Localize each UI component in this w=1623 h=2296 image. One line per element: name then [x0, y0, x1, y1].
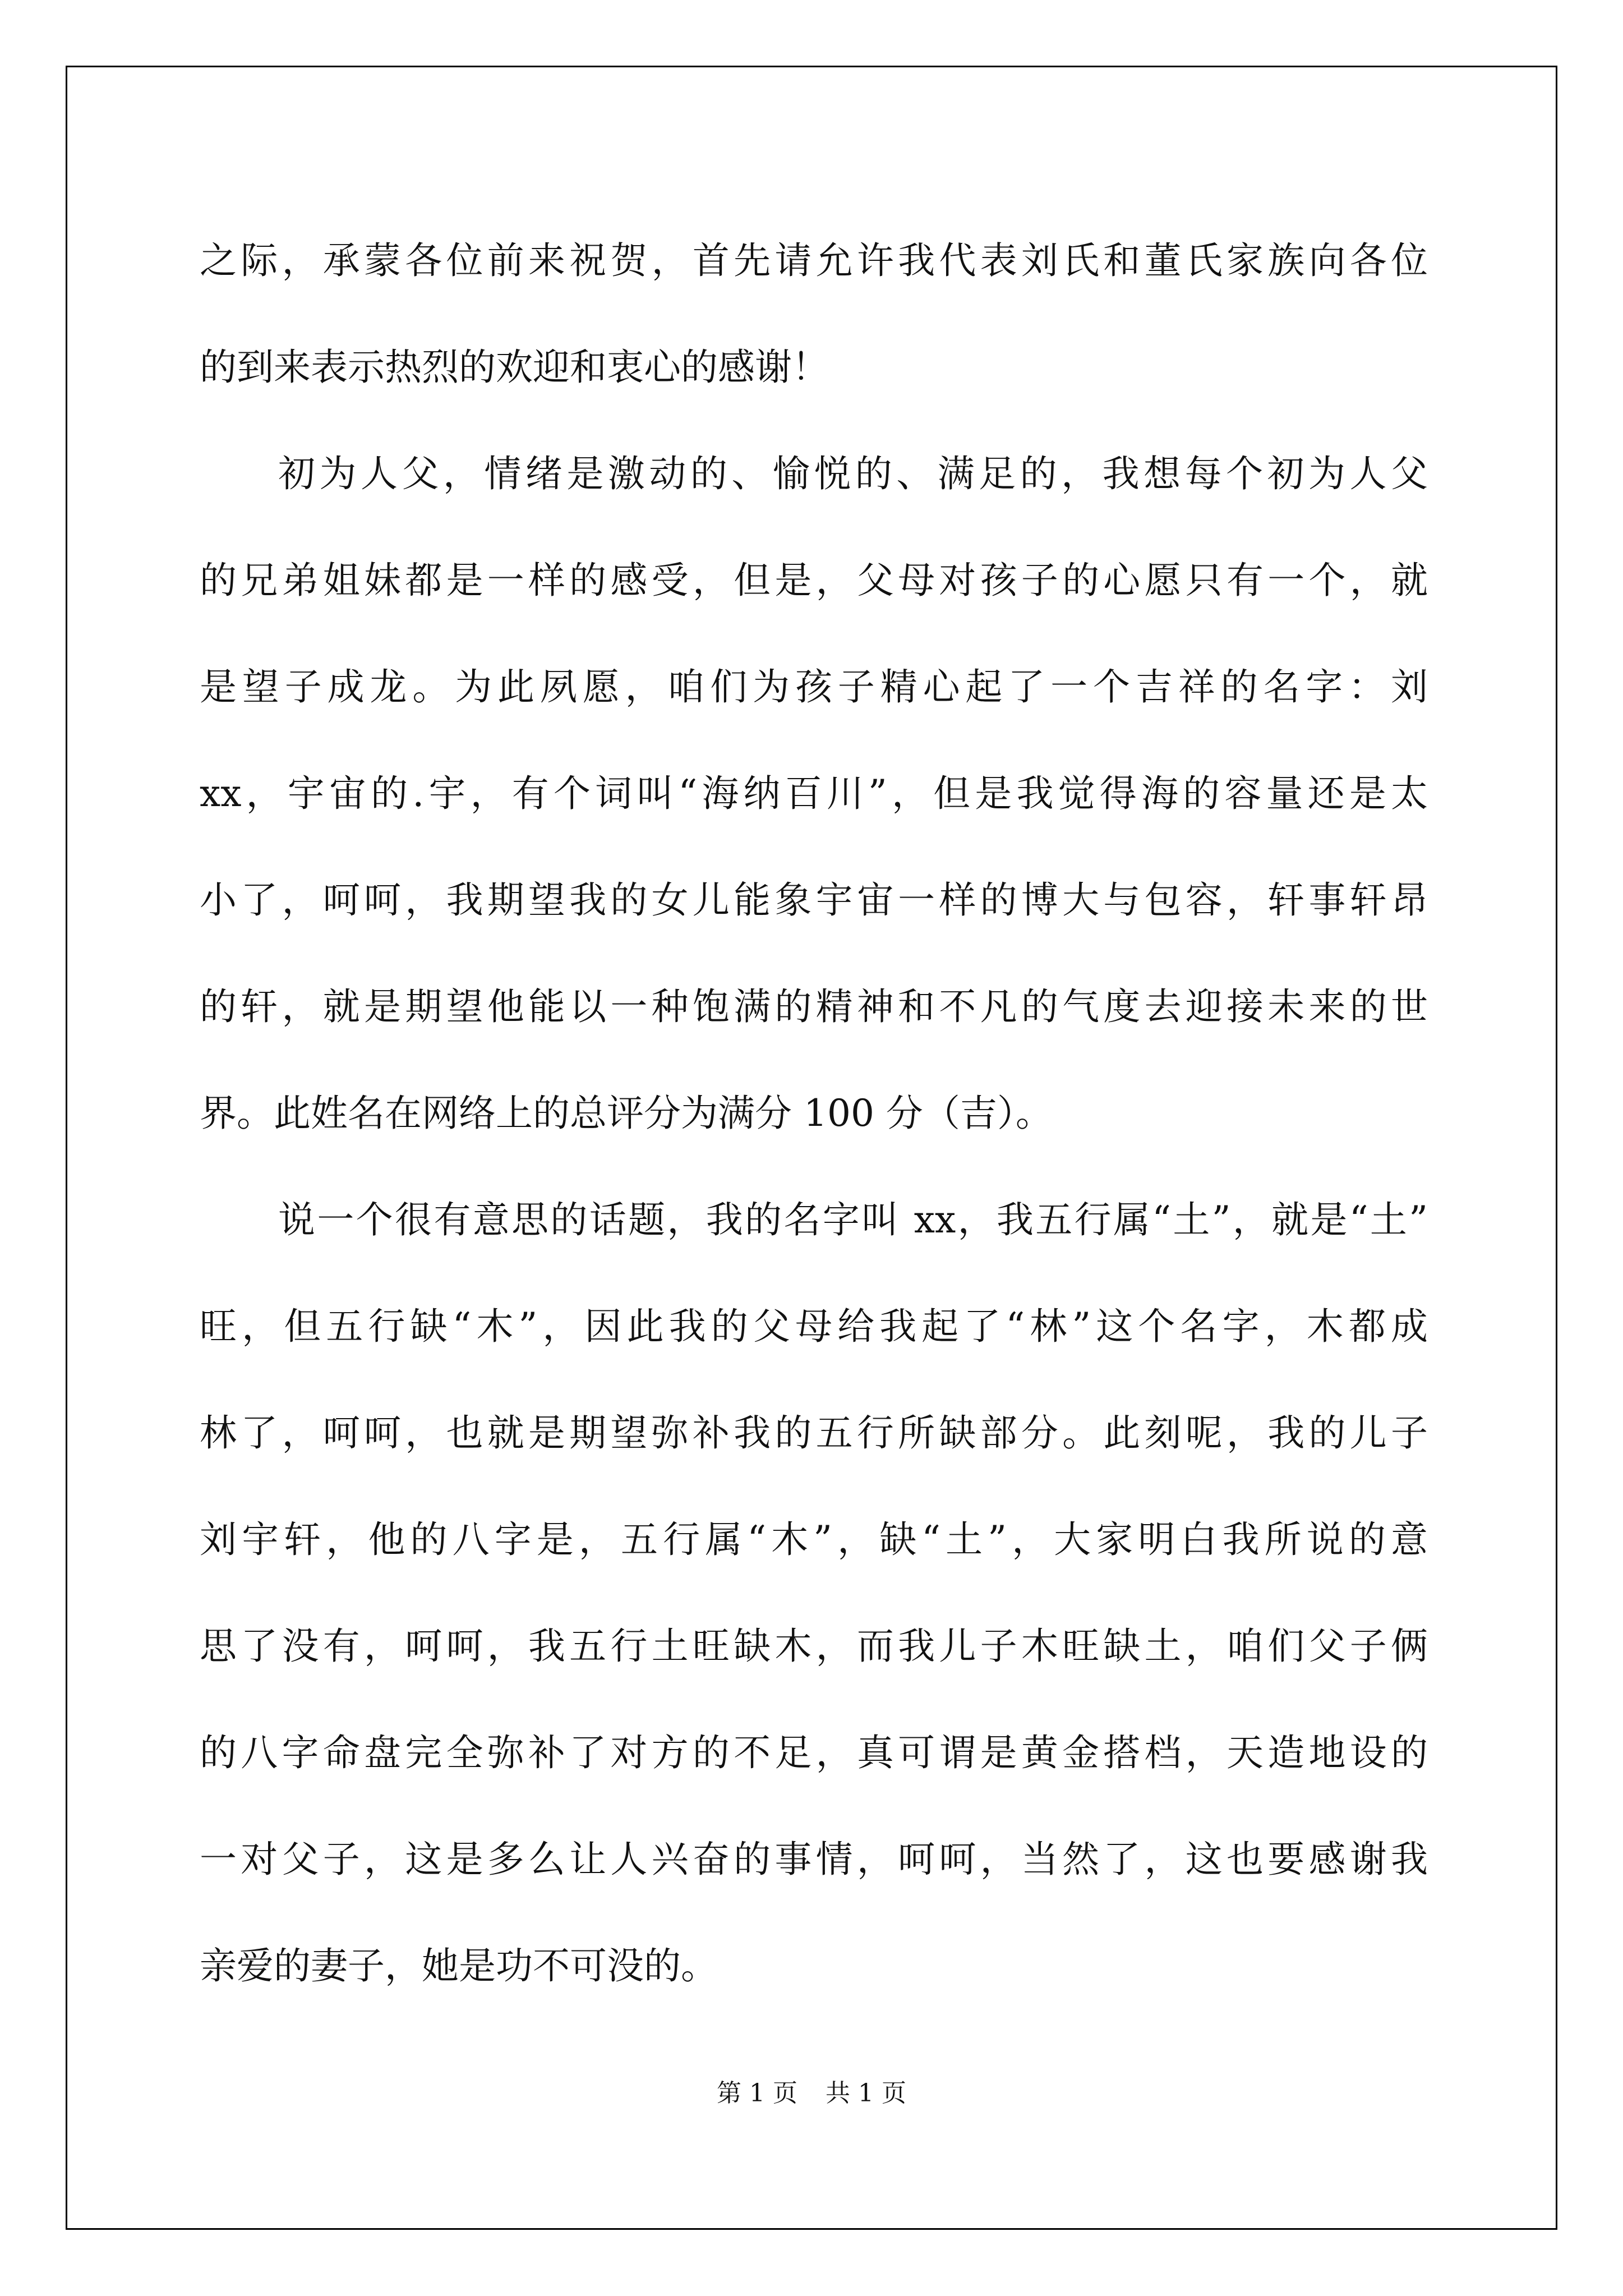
text-line: 的八字命盘完全弥补了对方的不足，真可谓是黄金搭档，天造地设的 — [200, 1731, 1428, 1774]
text-line: 的兄弟姐妹都是一样的感受，但是，父母对孩子的心愿只有一个，就 — [200, 559, 1428, 602]
page-total: 共 1 页 — [826, 2079, 906, 2108]
text-line: 的轩，就是期望他能以一种饱满的精神和不凡的气度去迎接未来的世 — [200, 985, 1428, 1028]
text-line: 亲爱的妻子，她是功不可没的。 — [200, 1944, 718, 1987]
text-line: 旺，但五行缺“木”，因此我的父母给我起了“林”这个名字，木都成 — [200, 1305, 1428, 1348]
page-footer — [0, 2077, 1623, 2110]
text-line: 思了没有，呵呵，我五行土旺缺木，而我儿子木旺缺土，咱们父子俩 — [200, 1625, 1428, 1668]
text-line: 一对父子，这是多么让人兴奋的事情，呵呵，当然了，这也要感谢我 — [200, 1838, 1428, 1881]
text-line: xx，宇宙的.宇，有个词叫“海纳百川”，但是我觉得海的容量还是太 — [200, 772, 1428, 815]
text-line: 说一个很有意思的话题，我的名字叫 xx，我五行属“土”，就是“土” — [278, 1198, 1428, 1241]
text-line: 的到来表示热烈的欢迎和衷心的感谢！ — [200, 346, 829, 389]
text-line: 小了，呵呵，我期望我的女儿能象宇宙一样的博大与包容，轩事轩昂 — [200, 878, 1428, 922]
document-body — [200, 208, 1428, 2019]
text-line: 界。此姓名在网络上的总评分为满分 100 分（吉）。 — [200, 1092, 1053, 1135]
text-line: 林了，呵呵，也就是期望弥补我的五行所缺部分。此刻呢，我的儿子 — [200, 1411, 1428, 1455]
text-line: 刘宇轩，他的八字是，五行属“木”，缺“土”，大家明白我所说的意 — [200, 1518, 1428, 1561]
page-number: 第 1 页 — [717, 2079, 797, 2108]
text-line: 初为人父，情绪是激动的、愉悦的、满足的，我想每个初为人父 — [278, 452, 1428, 495]
text-line: 之际，承蒙各位前来祝贺，首先请允许我代表刘氏和董氏家族向各位 — [200, 239, 1428, 282]
text-line: 是望子成龙。为此夙愿，咱们为孩子精心起了一个吉祥的名字：刘 — [200, 665, 1428, 708]
